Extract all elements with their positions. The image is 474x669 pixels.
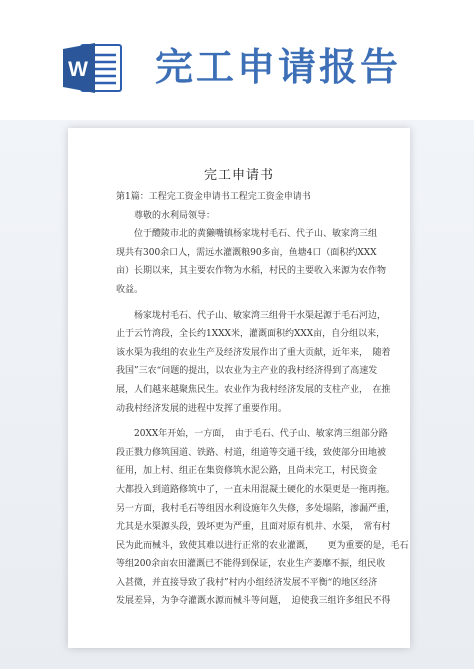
banner-title: 完工申请报告 <box>155 45 402 89</box>
document-line: 民为此而械斗，致使其难以进行正常的农业灌溉， 更为重要的是，毛石 <box>116 540 409 551</box>
document-line: 段正戮力修筑国道、铁路、村道，组道等交通干线，致使部分田地被 <box>116 447 387 458</box>
document-line: 杨家垅村毛石、代子山、敏家湾三组骨干水渠起源于毛石河边， <box>116 310 387 321</box>
document-line: 止于云竹湾段，全长约1XXX米，灌溉面积约XXX亩，自分组以来， <box>116 329 386 340</box>
document-title: 完工申请书 <box>203 168 274 183</box>
document-line: 大都投入到道路修筑中了，一直未用混凝土硬化的水渠更是一拖再拖。 <box>116 484 396 495</box>
word-icon-letter: W <box>68 58 88 81</box>
document-line: 征用，加上村、组正在集资修筑水泥公路，且尚未完工，村民资金 <box>116 466 378 477</box>
document-line: 20XX年开始，一方面， 由于毛石、代子山、敏家湾三组部分路 <box>116 429 388 440</box>
document-line: 另一方面，我村毛石等组因水利设施年久失修，多处塌陷，渗漏严重， <box>116 503 396 514</box>
document-line: 尊敬的水利局领导： <box>116 210 216 221</box>
document-line: 尤其是水渠源头段，毁坏更为严重，且面对原有机井、水渠， 常有村 <box>116 522 391 533</box>
document-line: 现共有300余口人，需远水灌溉粮90多亩，鱼塘4口（面积约XXX <box>116 247 377 258</box>
document-line: 动我村经济发展的进程中发挥了重要作用。 <box>116 403 288 414</box>
document-line: 我国”三农“问题的提出，以农业为主产业的我村经济得到了高速发 <box>116 366 378 377</box>
word-document-icon <box>63 42 123 94</box>
document-line: 等组200余亩农田灌溉已不能得到保证，农业生产萎靡不振，组民收 <box>116 559 386 570</box>
document-line: 发展差异，为争夺灌溉水源而械斗等问题， 迫使我三组许多组民不得 <box>116 596 391 607</box>
document-body <box>116 188 409 611</box>
document-line: 位于醴陵市北的黄獭嘴镇杨家垅村毛石、代子山、敏家湾三组 <box>116 229 378 240</box>
document-line: 收益。 <box>116 284 144 295</box>
banner <box>0 0 474 120</box>
document-page <box>68 128 410 648</box>
document-line: 入甚微，并直接导致了我村”村内小组经济发展不平衡“的地区经济 <box>116 577 378 588</box>
document-line: 第1篇：工程完工资金申请书工程完工资金申请书 <box>116 192 311 202</box>
document-line: 该水渠为我组的农业生产及经济发展作出了重大贡献，近年来， 随着 <box>116 347 391 358</box>
document-line: 展，人们越来越聚焦民生。农业作为我村经济发展的支柱产业， 在推 <box>116 384 391 395</box>
document-line: 亩）长期以来，其主要农作物为水稻，村民的主要收入来源为农作物 <box>116 266 387 277</box>
